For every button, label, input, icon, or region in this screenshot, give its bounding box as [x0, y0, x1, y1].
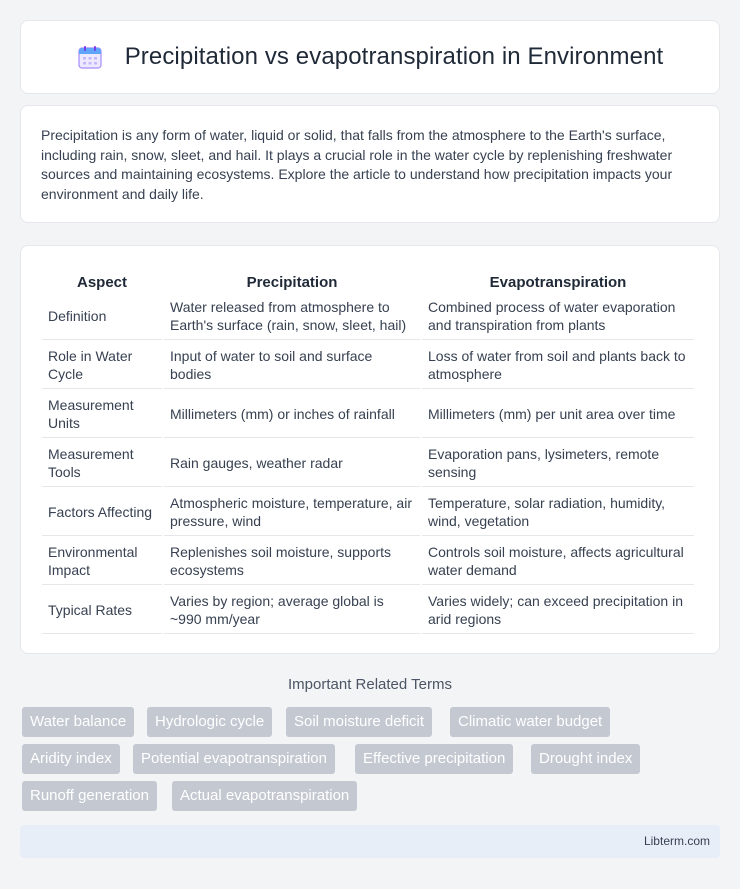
related-term-tag[interactable]: Aridity index: [22, 744, 120, 774]
table-cell-aspect: Factors Affecting: [42, 489, 162, 536]
table-header-row: [42, 268, 694, 291]
related-term-tag[interactable]: Drought index: [531, 744, 640, 774]
table-cell-evapotranspiration: Combined process of water evaporation and transpiration from plants: [422, 293, 694, 340]
column-header-aspect: Aspect: [76, 274, 128, 291]
table-row: [42, 489, 694, 536]
table-row: [42, 440, 694, 487]
intro-card: [20, 105, 720, 223]
comparison-table: [40, 266, 696, 636]
table-cell-aspect: Role in Water Cycle: [42, 342, 162, 389]
calendar-icon: [77, 44, 103, 70]
footer-site-link[interactable]: Libterm.com: [643, 834, 710, 848]
related-term-tag[interactable]: Effective precipitation: [355, 744, 513, 774]
table-row: [42, 342, 694, 389]
table-cell-precipitation: Input of water to soil and surface bodies: [164, 342, 420, 389]
table-row: [42, 587, 694, 634]
table-cell-precipitation: Atmospheric moisture, temperature, air pressure, wind: [164, 489, 420, 536]
table-cell-precipitation: Replenishes soil moisture, supports ecosystems: [164, 538, 420, 585]
table-cell-evapotranspiration: Loss of water from soil and plants back to atmosphere: [422, 342, 694, 389]
related-term-tag[interactable]: Potential evapotranspiration: [133, 744, 335, 774]
footer: [20, 825, 720, 858]
table-cell-evapotranspiration: Temperature, solar radiation, humidity, wind, vegetation: [422, 489, 694, 536]
table-row: [42, 538, 694, 585]
related-term-tag[interactable]: Actual evapotranspiration: [172, 781, 357, 811]
table-cell-evapotranspiration: Controls soil moisture, affects agricultural water demand: [422, 538, 694, 585]
related-term-tag[interactable]: Water balance: [22, 707, 134, 737]
related-term-tag[interactable]: Hydrologic cycle: [147, 707, 272, 737]
table-cell-aspect: Measurement Units: [42, 391, 162, 438]
table-cell-aspect: Definition: [42, 293, 162, 340]
table-cell-precipitation: Rain gauges, weather radar: [164, 440, 420, 487]
column-header-precipitation: Precipitation: [246, 274, 338, 291]
table-cell-precipitation: Water released from atmosphere to Earth's surface (rain, snow, sleet, hail): [164, 293, 420, 340]
table-cell-aspect: Measurement Tools: [42, 440, 162, 487]
comparison-card: [20, 245, 720, 654]
table-row: [42, 293, 694, 340]
table-cell-evapotranspiration: Varies widely; can exceed precipitation in arid regions: [422, 587, 694, 634]
table-cell-precipitation: Varies by region; average global is ~990 mm/year: [164, 587, 420, 634]
table-cell-evapotranspiration: Evaporation pans, lysimeters, remote sensing: [422, 440, 694, 487]
intro-text: Precipitation is any form of water, liquid or solid, that falls from the atmosphere to the Earth's surface, including rain, snow, sleet, and hail. It plays a crucial role in the water cycle by replenishing freshwater sources and maintaining ecosystems. Explore the article to understand how precipitation impacts your environment and daily life.: [41, 127, 673, 202]
related-terms-title: Important Related Terms: [288, 676, 452, 693]
page-title: Precipitation vs evapotranspiration in Environment: [124, 43, 664, 70]
table-cell-aspect: Typical Rates: [42, 587, 162, 634]
table-row: [42, 391, 694, 438]
related-term-tag[interactable]: Soil moisture deficit: [286, 707, 432, 737]
related-term-tag[interactable]: Climatic water budget: [450, 707, 610, 737]
table-cell-aspect: Environmental Impact: [42, 538, 162, 585]
table-cell-evapotranspiration: Millimeters (mm) per unit area over time: [422, 391, 694, 438]
related-term-tag[interactable]: Runoff generation: [22, 781, 157, 811]
column-header-evapotranspiration: Evapotranspiration: [489, 274, 627, 291]
table-cell-precipitation: Millimeters (mm) or inches of rainfall: [164, 391, 420, 438]
header-card: [20, 20, 720, 94]
